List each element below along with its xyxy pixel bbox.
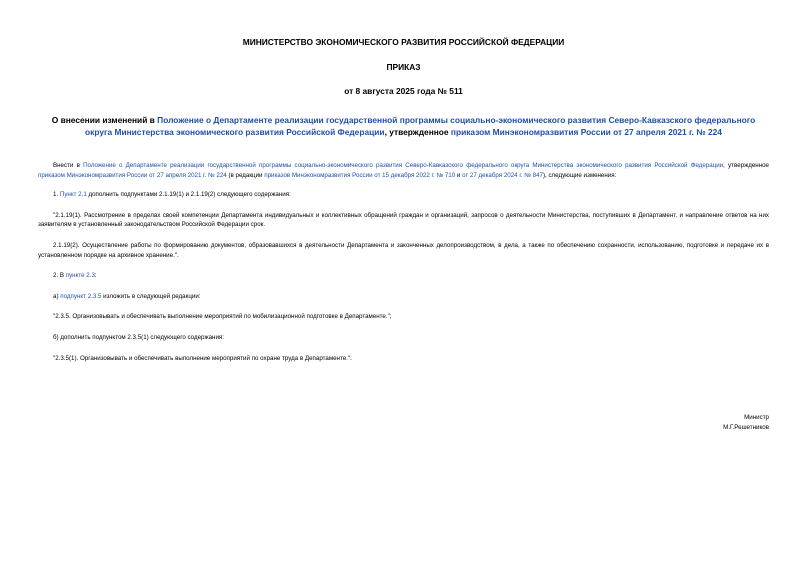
- heading-middle: , утвержденное: [384, 127, 451, 137]
- intro-paragraph: [38, 161, 769, 180]
- item-2-prefix: 2. В: [53, 272, 66, 280]
- item-2a: [38, 292, 769, 302]
- item-2a-prefix: а): [53, 292, 61, 300]
- item-1-prefix: 1.: [53, 191, 60, 199]
- intro-text2: (в редакции: [226, 171, 265, 179]
- intro-text4: ), следующие изменения:: [542, 171, 617, 179]
- item-1-link[interactable]: Пункт 2.1: [59, 191, 87, 199]
- intro-position-link[interactable]: Положение о Департаменте реализации государственной программы социально-экономического развития Северо-Кавказского федерального округа Министерства экономического развития Российской Федерации: [83, 162, 724, 169]
- subitem-2-3-5: "2.3.5. Организовывать и обеспечивать выполнение мероприятий по мобилизационной подготовке в Департаменте.";: [53, 313, 392, 321]
- subitem-2-3-5-1: "2.3.5(1). Организовывать и обеспечивать выполнение мероприятий по охране труда в Департаменте.".: [53, 354, 352, 362]
- order-type: ПРИКАЗ: [386, 62, 421, 72]
- heading-prefix: О внесении изменений в: [51, 115, 158, 125]
- subitem-2-1-19-2: 2.1.19(2). Осуществление работы по формированию документов, образовавшихся в деятельности Департамента и законченных делопроизводством, в дела, а также по обеспечению сохранности, использованию, подготовке и передаче их в установленном порядке на архивное хранение.".: [38, 241, 769, 259]
- order-date: от 8 августа 2025 года № 511: [344, 86, 463, 96]
- heading-position-link[interactable]: Положение о Департаменте реализации государственной программы социально-экономического развития Северо-Кавказского федерального округа Министерства экономического развития Российской Федерации: [85, 115, 756, 137]
- item-2-link[interactable]: пункте 2.3: [65, 272, 95, 280]
- item-2-suffix: :: [94, 272, 97, 280]
- item-2a-link[interactable]: подпункт 2.3.5: [60, 292, 102, 300]
- subitem-2-1-19-1: "2.1.19(1). Рассмотрение в пределах своей компетенции Департамента индивидуальных и коллективных обращений граждан и организаций, запросов о деятельности Министерства, поступивших в Департамент, и направление ответов на них заявителям в установленный законодательством Российской Федерации срок.: [38, 211, 769, 229]
- signatory-position: Министр: [744, 414, 769, 421]
- item-2a-suffix: изложить в следующей редакции:: [101, 292, 201, 300]
- signature-block: [723, 413, 769, 433]
- document-heading: [42, 114, 765, 138]
- item-1-text: дополнить подпунктами 2.1.19(1) и 2.1.19(2) следующего содержания:: [86, 191, 291, 199]
- item-1: [38, 190, 769, 200]
- intro-prefix: Внести в: [53, 162, 84, 169]
- intro-text1: , утвержденное: [723, 162, 769, 169]
- heading-order-link[interactable]: приказом Минэкономразвития России от 27 апреля 2021 г. № 224: [450, 127, 722, 137]
- item-2b: б) дополнить подпунктом 2.3.5(1) следующего содержания:: [53, 333, 224, 341]
- item-2: [38, 271, 769, 281]
- intro-orders-link[interactable]: приказов Минэкономразвития России от 15 декабря 2022 г. № 710: [264, 171, 456, 179]
- ministry-title: МИНИСТЕРСТВО ЭКОНОМИЧЕСКОГО РАЗВИТИЯ РОССИЙСКОЙ ФЕДЕРАЦИИ: [242, 37, 565, 47]
- intro-text3: и: [455, 171, 463, 179]
- intro-order3-link[interactable]: от 27 декабря 2024 г. № 847: [462, 171, 543, 179]
- signatory-name: М.Г.Решетников: [723, 424, 769, 431]
- intro-order-link[interactable]: приказом Минэкономразвития России от 27 апреля 2021 г. № 224: [38, 171, 227, 179]
